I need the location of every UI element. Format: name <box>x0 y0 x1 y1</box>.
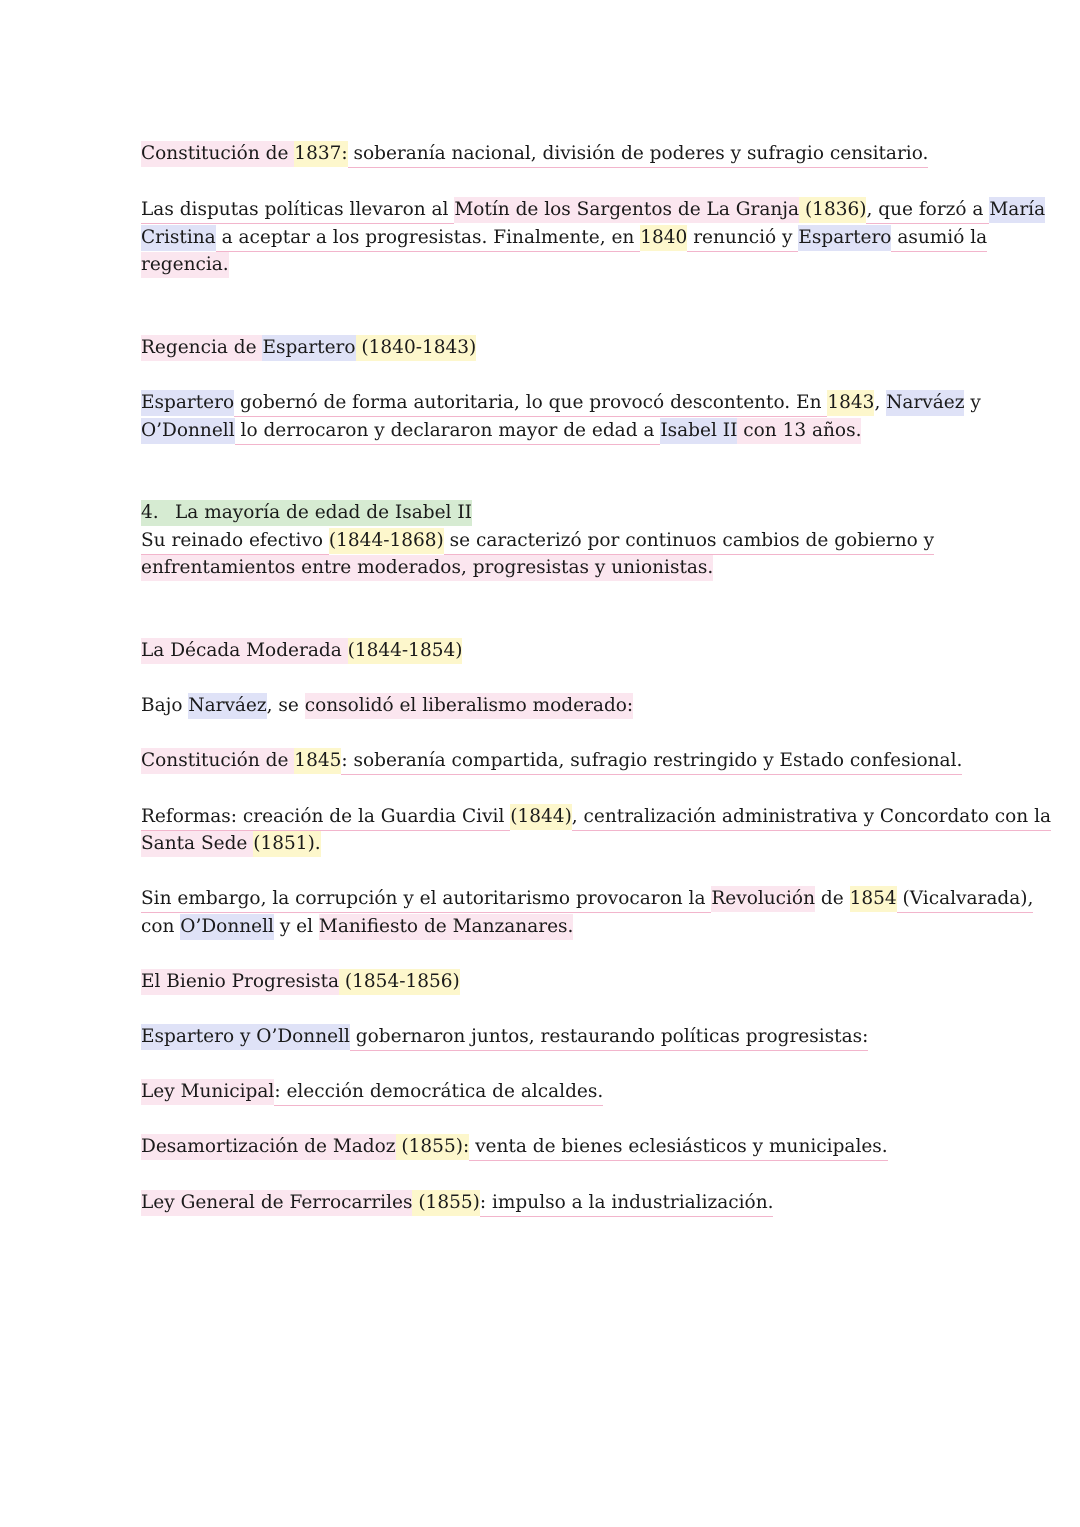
text-segment: , <box>874 392 887 413</box>
text-segment: venta de bienes eclesiásticos y municipales. <box>469 1134 888 1161</box>
text-segment: (1855): <box>396 1134 470 1160</box>
heading-number: 4. <box>141 502 159 523</box>
text-segment: El Bienio Progresista <box>141 969 339 995</box>
text-segment: Sin embargo, la corrupción y el autoritarismo provocaron la <box>141 886 711 913</box>
text-segment: , que forzó a <box>866 197 989 224</box>
text-segment: Santa Sede <box>141 831 253 857</box>
text-segment: Espartero <box>798 225 891 251</box>
text-segment: regencia. <box>141 252 229 278</box>
text-segment: , se <box>266 695 305 716</box>
text-segment: (1836) <box>799 197 866 223</box>
paragraph-espartero-line-1 <box>141 389 981 416</box>
section-heading-decada-moderada <box>141 637 462 664</box>
section-heading-mayoria-edad <box>141 499 472 526</box>
text-segment: Espartero <box>262 335 355 361</box>
list-item-ley-municipal <box>141 1078 603 1105</box>
text-segment: María <box>989 197 1045 223</box>
text-segment: a aceptar a los progresistas. Finalmente, en <box>216 225 641 252</box>
text-segment: 1840 <box>640 225 687 251</box>
text-segment: se caracterizó por continuos cambios de gobierno y <box>444 528 934 555</box>
text-segment: Su reinado efectivo <box>141 528 329 555</box>
paragraph-motin-line-2 <box>141 224 987 251</box>
text-segment: Motín de los Sargentos de La Granja <box>454 197 799 223</box>
text-segment: gobernaron juntos, restaurando políticas progresistas: <box>350 1024 868 1051</box>
text-segment: (1844) <box>510 804 572 830</box>
text-segment: Narváez <box>188 693 266 719</box>
text-segment: enfrentamientos entre moderados, progresistas y unionistas. <box>141 555 713 581</box>
text-segment: Regencia de <box>141 335 262 361</box>
text-segment: , centralización administrativa y Concordato con la <box>572 804 1051 831</box>
text-segment: con 13 años. <box>737 418 861 444</box>
text-segment: y <box>964 392 981 413</box>
heading-text: La mayoría de edad de Isabel II <box>175 502 472 523</box>
list-item-desamortizacion <box>141 1133 888 1160</box>
paragraph-revolucion-line-1 <box>141 885 1033 912</box>
paragraph-motin-line-3 <box>141 251 229 278</box>
paragraph-revolucion-line-2 <box>141 913 573 940</box>
text-segment: y el <box>273 916 319 937</box>
section-heading-bienio-progresista <box>141 968 460 995</box>
text-segment: Narváez <box>886 390 964 416</box>
text-segment: gobernó de forma autoritaria, lo que provocó descontento. En <box>234 390 827 417</box>
text-segment: 1837: <box>294 141 347 167</box>
text-segment: Las disputas políticas llevaron al <box>141 197 454 224</box>
paragraph-reformas-line-2 <box>141 830 321 857</box>
text-segment: soberanía nacional, división de poderes y sufragio censitario. <box>348 141 929 168</box>
text-segment: consolidó el liberalismo moderado: <box>305 693 633 719</box>
text-segment: Espartero <box>141 390 234 416</box>
text-segment: (1851). <box>253 831 320 857</box>
text-segment: renunció y <box>687 225 798 252</box>
text-segment: : impulso a la industrialización. <box>480 1190 774 1217</box>
paragraph-espartero-line-2 <box>141 417 861 444</box>
text-segment: 1843 <box>827 390 874 416</box>
text-segment: asumió la <box>891 225 987 252</box>
section-heading-regencia-espartero <box>141 334 476 361</box>
text-segment: O’Donnell <box>180 914 274 940</box>
paragraph-narvaez <box>141 692 633 719</box>
list-item-ley-ferrocarriles <box>141 1189 773 1216</box>
text-segment: Ley General de Ferrocarriles <box>141 1190 412 1216</box>
paragraph-motin-line-1 <box>141 196 1045 223</box>
text-segment: Desamortización de Madoz <box>141 1134 396 1160</box>
text-segment: (1840-1843) <box>356 335 477 361</box>
text-segment: La Década Moderada <box>141 638 348 664</box>
text-segment: lo derrocaron y declararon mayor de edad a <box>235 418 661 445</box>
text-segment: 1854 <box>850 886 897 912</box>
heading-highlight <box>141 500 472 526</box>
text-segment: Bajo <box>141 695 189 716</box>
text-segment: Constitución de <box>141 748 294 774</box>
text-segment: (Vicalvarada), <box>897 886 1034 913</box>
text-segment: (1844-1868) <box>329 528 444 554</box>
text-segment: Isabel II <box>660 418 737 444</box>
paragraph-reinado-line-2 <box>141 554 713 581</box>
text-segment: : soberanía compartida, sufragio restringido y Estado confesional. <box>341 748 962 775</box>
paragraph-gobierno-conjunto <box>141 1023 868 1050</box>
text-segment: Constitución de <box>141 141 294 167</box>
text-segment: (1855) <box>412 1190 479 1216</box>
text-segment: con <box>141 916 181 937</box>
text-segment: O’Donnell <box>141 418 235 444</box>
text-segment: Cristina <box>141 225 216 251</box>
text-segment: Espartero y O’Donnell <box>141 1024 350 1050</box>
text-segment: Ley Municipal <box>141 1079 274 1105</box>
paragraph-constitucion-1837 <box>141 140 928 167</box>
text-segment: Manifiesto de Manzanares. <box>319 914 573 940</box>
paragraph-constitucion-1845 <box>141 747 962 774</box>
text-segment: Revolución <box>711 886 815 912</box>
text-segment: de <box>815 888 850 909</box>
text-segment: 1845 <box>294 748 341 774</box>
paragraph-reinado-line-1 <box>141 527 934 554</box>
text-segment: (1844-1854) <box>348 638 463 664</box>
text-segment: : elección democrática de alcaldes. <box>274 1079 603 1106</box>
text-segment: Reformas: creación de la Guardia Civil <box>141 804 510 831</box>
paragraph-reformas-line-1 <box>141 803 1051 830</box>
text-segment: (1854-1856) <box>339 969 460 995</box>
